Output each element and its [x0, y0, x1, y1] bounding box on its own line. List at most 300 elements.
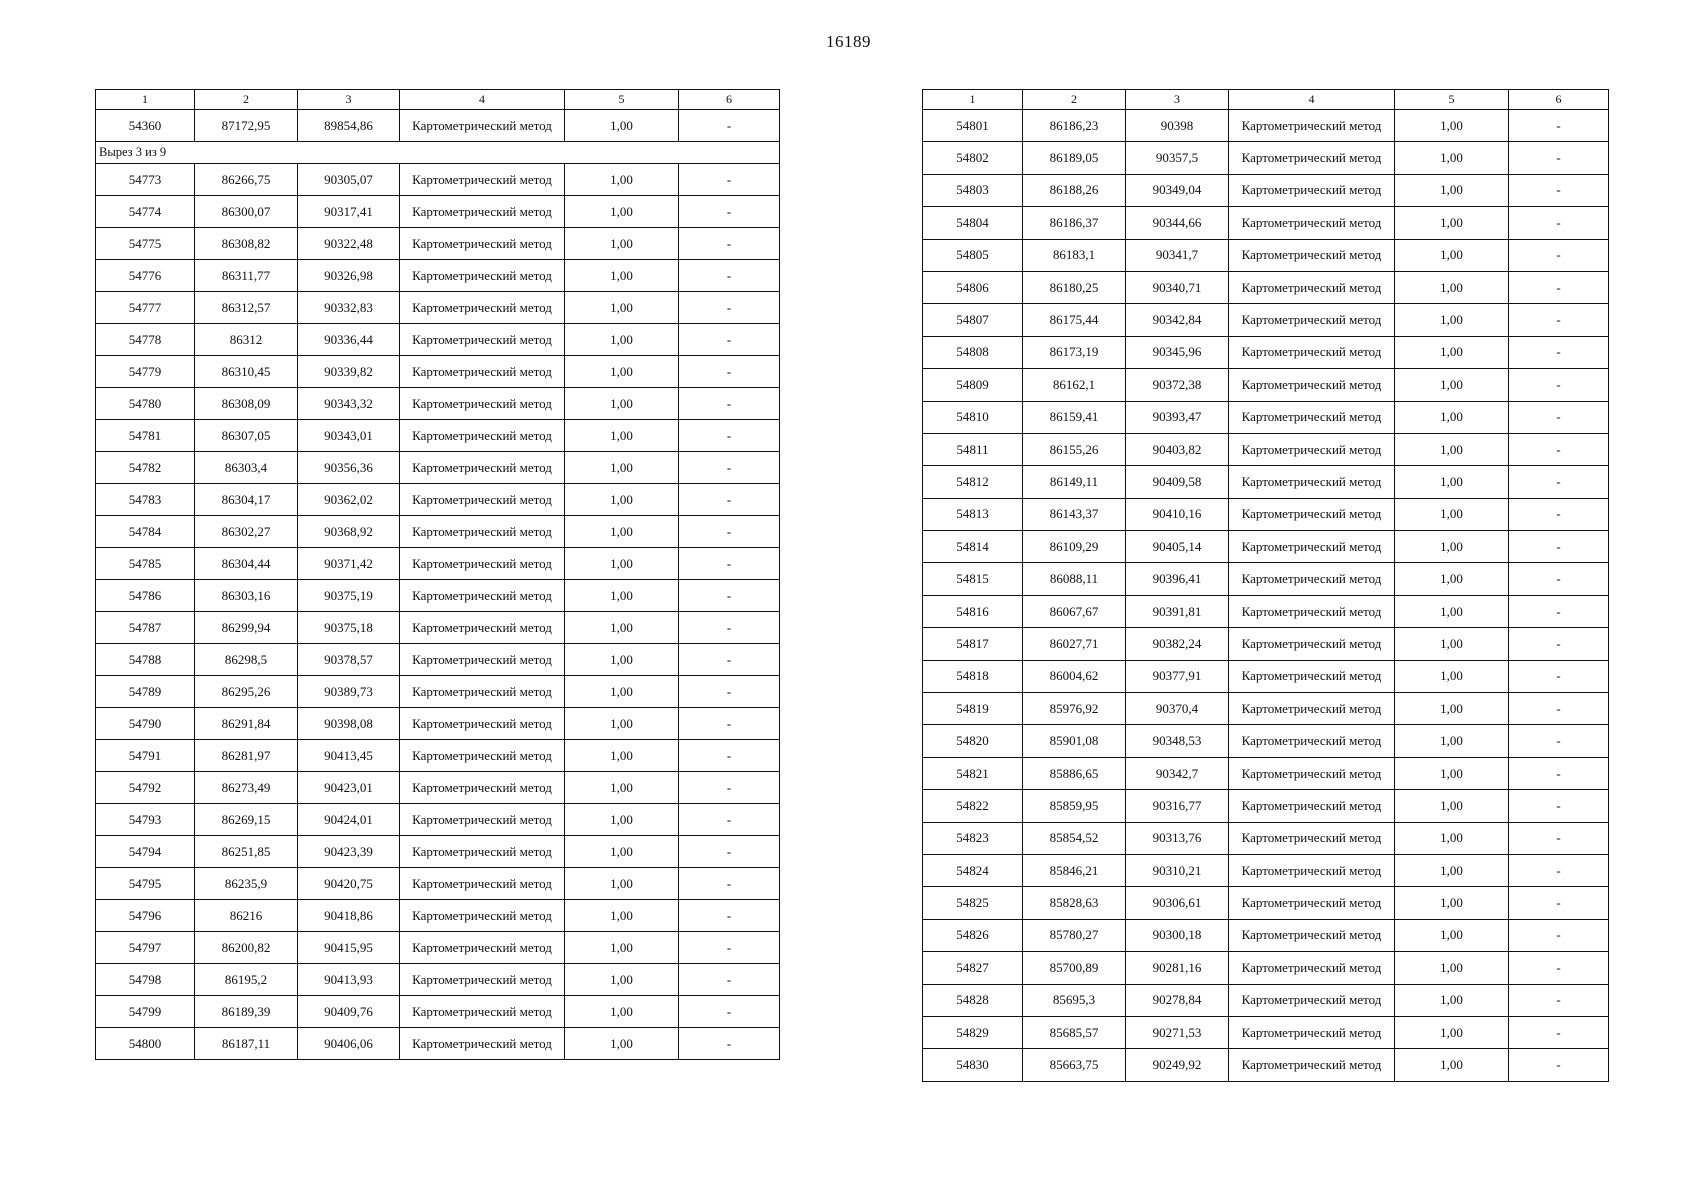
x-coordinate-cell: 86216 — [195, 900, 298, 932]
point-number-cell: 54828 — [923, 984, 1023, 1016]
table-row — [923, 336, 1609, 368]
y-coordinate-cell: 90343,32 — [298, 388, 400, 420]
point-number-cell: 54829 — [923, 1016, 1023, 1048]
method-cell: Картометрический метод — [1229, 142, 1395, 174]
x-coordinate-cell: 85846,21 — [1023, 854, 1126, 886]
precision-cell: 1,00 — [1395, 628, 1509, 660]
x-coordinate-cell: 86175,44 — [1023, 304, 1126, 336]
table-row — [96, 164, 780, 196]
point-number-cell: 54819 — [923, 693, 1023, 725]
table-row — [96, 292, 780, 324]
point-number-cell: 54824 — [923, 854, 1023, 886]
description-cell: - — [1509, 693, 1609, 725]
table-row — [96, 196, 780, 228]
precision-cell: 1,00 — [1395, 304, 1509, 336]
x-coordinate-cell: 86299,94 — [195, 612, 298, 644]
method-cell: Картометрический метод — [1229, 984, 1395, 1016]
point-number-cell: 54825 — [923, 887, 1023, 919]
table-row — [923, 595, 1609, 627]
precision-cell: 1,00 — [565, 804, 679, 836]
x-coordinate-cell: 86307,05 — [195, 420, 298, 452]
column-header-1: 1 — [96, 90, 195, 110]
method-cell: Картометрический метод — [400, 452, 565, 484]
x-coordinate-cell: 86304,17 — [195, 484, 298, 516]
precision-cell: 1,00 — [1395, 887, 1509, 919]
description-cell: - — [1509, 757, 1609, 789]
x-coordinate-cell: 85901,08 — [1023, 725, 1126, 757]
precision-cell: 1,00 — [1395, 854, 1509, 886]
point-number-cell: 54803 — [923, 174, 1023, 206]
method-cell: Картометрический метод — [1229, 466, 1395, 498]
description-cell: - — [1509, 1016, 1609, 1048]
precision-cell: 1,00 — [1395, 336, 1509, 368]
method-cell: Картометрический метод — [400, 932, 565, 964]
precision-cell: 1,00 — [565, 900, 679, 932]
description-cell: - — [679, 580, 780, 612]
x-coordinate-cell: 86186,37 — [1023, 207, 1126, 239]
precision-cell: 1,00 — [1395, 142, 1509, 174]
point-number-cell: 54796 — [96, 900, 195, 932]
x-coordinate-cell: 86189,39 — [195, 996, 298, 1028]
table-row — [96, 548, 780, 580]
method-cell: Картометрический метод — [1229, 304, 1395, 336]
table-header — [96, 90, 780, 110]
method-cell: Картометрический метод — [400, 516, 565, 548]
point-number-cell: 54774 — [96, 196, 195, 228]
point-number-cell: 54804 — [923, 207, 1023, 239]
method-cell: Картометрический метод — [400, 804, 565, 836]
x-coordinate-cell: 86308,82 — [195, 228, 298, 260]
x-coordinate-cell: 85976,92 — [1023, 693, 1126, 725]
y-coordinate-cell: 90396,41 — [1126, 563, 1229, 595]
table-row — [96, 644, 780, 676]
precision-cell: 1,00 — [1395, 725, 1509, 757]
precision-cell: 1,00 — [565, 164, 679, 196]
y-coordinate-cell: 90322,48 — [298, 228, 400, 260]
x-coordinate-cell: 86155,26 — [1023, 433, 1126, 465]
x-coordinate-cell: 86308,09 — [195, 388, 298, 420]
description-cell: - — [679, 708, 780, 740]
method-cell: Картометрический метод — [400, 740, 565, 772]
y-coordinate-cell: 90336,44 — [298, 324, 400, 356]
y-coordinate-cell: 90415,95 — [298, 932, 400, 964]
method-cell: Картометрический метод — [1229, 271, 1395, 303]
x-coordinate-cell: 86004,62 — [1023, 660, 1126, 692]
method-cell: Картометрический метод — [400, 708, 565, 740]
table-row — [96, 324, 780, 356]
point-number-cell: 54777 — [96, 292, 195, 324]
description-cell: - — [1509, 433, 1609, 465]
description-cell: - — [1509, 336, 1609, 368]
x-coordinate-cell: 86143,37 — [1023, 498, 1126, 530]
y-coordinate-cell: 90300,18 — [1126, 919, 1229, 951]
description-cell: - — [1509, 790, 1609, 822]
x-coordinate-cell: 86291,84 — [195, 708, 298, 740]
y-coordinate-cell: 90343,01 — [298, 420, 400, 452]
method-cell: Картометрический метод — [1229, 110, 1395, 142]
table-row — [923, 854, 1609, 886]
precision-cell: 1,00 — [565, 644, 679, 676]
table-row — [96, 452, 780, 484]
point-number-cell: 54360 — [96, 110, 195, 142]
precision-cell: 1,00 — [1395, 1049, 1509, 1081]
y-coordinate-cell: 90339,82 — [298, 356, 400, 388]
table-row — [96, 1028, 780, 1060]
y-coordinate-cell: 90316,77 — [1126, 790, 1229, 822]
description-cell: - — [679, 644, 780, 676]
method-cell: Картометрический метод — [1229, 498, 1395, 530]
description-cell: - — [1509, 498, 1609, 530]
x-coordinate-cell: 85695,3 — [1023, 984, 1126, 1016]
x-coordinate-cell: 86027,71 — [1023, 628, 1126, 660]
x-coordinate-cell: 86273,49 — [195, 772, 298, 804]
point-number-cell: 54802 — [923, 142, 1023, 174]
table-row — [96, 996, 780, 1028]
precision-cell: 1,00 — [565, 356, 679, 388]
description-cell: - — [679, 740, 780, 772]
table-row — [923, 1016, 1609, 1048]
method-cell: Картометрический метод — [400, 1028, 565, 1060]
method-cell: Картометрический метод — [1229, 336, 1395, 368]
x-coordinate-cell: 86189,05 — [1023, 142, 1126, 174]
description-cell: - — [679, 196, 780, 228]
precision-cell: 1,00 — [565, 292, 679, 324]
x-coordinate-cell: 86304,44 — [195, 548, 298, 580]
precision-cell: 1,00 — [1395, 563, 1509, 595]
table-row — [923, 952, 1609, 984]
point-number-cell: 54779 — [96, 356, 195, 388]
precision-cell: 1,00 — [565, 228, 679, 260]
precision-cell: 1,00 — [565, 1028, 679, 1060]
point-number-cell: 54818 — [923, 660, 1023, 692]
method-cell: Картометрический метод — [1229, 725, 1395, 757]
x-coordinate-cell: 86303,4 — [195, 452, 298, 484]
precision-cell: 1,00 — [565, 772, 679, 804]
method-cell: Картометрический метод — [400, 644, 565, 676]
description-cell: - — [679, 452, 780, 484]
y-coordinate-cell: 90356,36 — [298, 452, 400, 484]
precision-cell: 1,00 — [1395, 433, 1509, 465]
precision-cell: 1,00 — [1395, 822, 1509, 854]
point-number-cell: 54808 — [923, 336, 1023, 368]
description-cell: - — [1509, 952, 1609, 984]
column-header-1: 1 — [923, 90, 1023, 110]
x-coordinate-cell: 85700,89 — [1023, 952, 1126, 984]
column-header-2: 2 — [1023, 90, 1126, 110]
description-cell: - — [1509, 174, 1609, 206]
y-coordinate-cell: 90371,42 — [298, 548, 400, 580]
y-coordinate-cell: 90357,5 — [1126, 142, 1229, 174]
y-coordinate-cell: 90424,01 — [298, 804, 400, 836]
x-coordinate-cell: 86200,82 — [195, 932, 298, 964]
point-number-cell: 54798 — [96, 964, 195, 996]
method-cell: Картометрический метод — [1229, 401, 1395, 433]
description-cell: - — [679, 110, 780, 142]
precision-cell: 1,00 — [1395, 984, 1509, 1016]
table-row — [923, 174, 1609, 206]
table-row — [923, 110, 1609, 142]
table-row — [96, 260, 780, 292]
y-coordinate-cell: 90389,73 — [298, 676, 400, 708]
y-coordinate-cell: 90278,84 — [1126, 984, 1229, 1016]
y-coordinate-cell: 90377,91 — [1126, 660, 1229, 692]
method-cell: Картометрический метод — [400, 548, 565, 580]
point-number-cell: 54788 — [96, 644, 195, 676]
y-coordinate-cell: 90305,07 — [298, 164, 400, 196]
table-row — [96, 356, 780, 388]
method-cell: Картометрический метод — [1229, 854, 1395, 886]
column-header-5: 5 — [565, 90, 679, 110]
column-header-4: 4 — [400, 90, 565, 110]
point-number-cell: 54797 — [96, 932, 195, 964]
method-cell: Картометрический метод — [400, 868, 565, 900]
description-cell: - — [679, 964, 780, 996]
description-cell: - — [1509, 369, 1609, 401]
precision-cell: 1,00 — [1395, 239, 1509, 271]
precision-cell: 1,00 — [565, 388, 679, 420]
y-coordinate-cell: 90413,45 — [298, 740, 400, 772]
description-cell: - — [1509, 271, 1609, 303]
description-cell: - — [1509, 595, 1609, 627]
precision-cell: 1,00 — [1395, 1016, 1509, 1048]
precision-cell: 1,00 — [1395, 207, 1509, 239]
x-coordinate-cell: 86281,97 — [195, 740, 298, 772]
point-number-cell: 54823 — [923, 822, 1023, 854]
x-coordinate-cell: 85859,95 — [1023, 790, 1126, 822]
y-coordinate-cell: 89854,86 — [298, 110, 400, 142]
precision-cell: 1,00 — [565, 964, 679, 996]
y-coordinate-cell: 90375,19 — [298, 580, 400, 612]
table-row — [923, 207, 1609, 239]
method-cell: Картометрический метод — [1229, 531, 1395, 563]
y-coordinate-cell: 90406,06 — [298, 1028, 400, 1060]
description-cell: - — [679, 900, 780, 932]
description-cell: - — [1509, 207, 1609, 239]
table-row — [923, 984, 1609, 1016]
description-cell: - — [1509, 822, 1609, 854]
precision-cell: 1,00 — [565, 932, 679, 964]
table-row — [923, 563, 1609, 595]
x-coordinate-cell: 86162,1 — [1023, 369, 1126, 401]
y-coordinate-cell: 90372,38 — [1126, 369, 1229, 401]
method-cell: Картометрический метод — [400, 420, 565, 452]
description-cell: - — [1509, 919, 1609, 951]
x-coordinate-cell: 86159,41 — [1023, 401, 1126, 433]
x-coordinate-cell: 85828,63 — [1023, 887, 1126, 919]
x-coordinate-cell: 86188,26 — [1023, 174, 1126, 206]
x-coordinate-cell: 86295,26 — [195, 676, 298, 708]
description-cell: - — [679, 292, 780, 324]
table-row — [923, 790, 1609, 822]
method-cell: Картометрический метод — [1229, 952, 1395, 984]
method-cell: Картометрический метод — [400, 356, 565, 388]
column-header-5: 5 — [1395, 90, 1509, 110]
point-number-cell: 54776 — [96, 260, 195, 292]
precision-cell: 1,00 — [565, 580, 679, 612]
method-cell: Картометрический метод — [1229, 660, 1395, 692]
table-row — [923, 239, 1609, 271]
table-row — [923, 693, 1609, 725]
description-cell: - — [1509, 660, 1609, 692]
y-coordinate-cell: 90398 — [1126, 110, 1229, 142]
table-row — [923, 1049, 1609, 1081]
precision-cell: 1,00 — [1395, 919, 1509, 951]
y-coordinate-cell: 90332,83 — [298, 292, 400, 324]
precision-cell: 1,00 — [1395, 466, 1509, 498]
point-number-cell: 54813 — [923, 498, 1023, 530]
y-coordinate-cell: 90375,18 — [298, 612, 400, 644]
description-cell: - — [679, 388, 780, 420]
point-number-cell: 54805 — [923, 239, 1023, 271]
x-coordinate-cell: 85854,52 — [1023, 822, 1126, 854]
precision-cell: 1,00 — [565, 484, 679, 516]
table-row — [923, 660, 1609, 692]
description-cell: - — [679, 228, 780, 260]
description-cell: - — [1509, 401, 1609, 433]
x-coordinate-cell: 86310,45 — [195, 356, 298, 388]
table-row — [923, 498, 1609, 530]
precision-cell: 1,00 — [565, 452, 679, 484]
method-cell: Картометрический метод — [1229, 1049, 1395, 1081]
point-number-cell: 54793 — [96, 804, 195, 836]
x-coordinate-cell: 86269,15 — [195, 804, 298, 836]
precision-cell: 1,00 — [1395, 693, 1509, 725]
table-row — [96, 580, 780, 612]
y-coordinate-cell: 90409,58 — [1126, 466, 1229, 498]
point-number-cell: 54801 — [923, 110, 1023, 142]
y-coordinate-cell: 90342,84 — [1126, 304, 1229, 336]
description-cell: - — [1509, 1049, 1609, 1081]
point-number-cell: 54791 — [96, 740, 195, 772]
y-coordinate-cell: 90420,75 — [298, 868, 400, 900]
point-number-cell: 54814 — [923, 531, 1023, 563]
method-cell: Картометрический метод — [1229, 628, 1395, 660]
y-coordinate-cell: 90409,76 — [298, 996, 400, 1028]
point-number-cell: 54800 — [96, 1028, 195, 1060]
x-coordinate-cell: 85780,27 — [1023, 919, 1126, 951]
precision-cell: 1,00 — [565, 740, 679, 772]
point-number-cell: 54786 — [96, 580, 195, 612]
method-cell: Картометрический метод — [400, 110, 565, 142]
y-coordinate-cell: 90344,66 — [1126, 207, 1229, 239]
column-header-3: 3 — [298, 90, 400, 110]
table-row — [96, 740, 780, 772]
point-number-cell: 54821 — [923, 757, 1023, 789]
x-coordinate-cell: 86173,19 — [1023, 336, 1126, 368]
table-row — [96, 484, 780, 516]
method-cell: Картометрический метод — [1229, 790, 1395, 822]
y-coordinate-cell: 90403,82 — [1126, 433, 1229, 465]
point-number-cell: 54783 — [96, 484, 195, 516]
method-cell: Картометрический метод — [400, 388, 565, 420]
page-number: 16189 — [826, 32, 871, 51]
method-cell: Картометрический метод — [1229, 207, 1395, 239]
table-row — [923, 887, 1609, 919]
method-cell: Картометрический метод — [400, 580, 565, 612]
table-row — [96, 708, 780, 740]
coordinates-table-left — [95, 89, 780, 1060]
precision-cell: 1,00 — [565, 548, 679, 580]
method-cell: Картометрический метод — [1229, 757, 1395, 789]
table-row — [96, 388, 780, 420]
x-coordinate-cell: 87172,95 — [195, 110, 298, 142]
x-coordinate-cell: 86312 — [195, 324, 298, 356]
x-coordinate-cell: 85663,75 — [1023, 1049, 1126, 1081]
table-row — [923, 822, 1609, 854]
column-header-2: 2 — [195, 90, 298, 110]
x-coordinate-cell: 86311,77 — [195, 260, 298, 292]
section-title: Вырез 3 из 9 — [96, 142, 780, 164]
point-number-cell: 54780 — [96, 388, 195, 420]
method-cell: Картометрический метод — [400, 260, 565, 292]
y-coordinate-cell: 90349,04 — [1126, 174, 1229, 206]
description-cell: - — [679, 484, 780, 516]
description-cell: - — [679, 1028, 780, 1060]
description-cell: - — [1509, 984, 1609, 1016]
table-row — [923, 271, 1609, 303]
method-cell: Картометрический метод — [400, 964, 565, 996]
method-cell: Картометрический метод — [400, 676, 565, 708]
method-cell: Картометрический метод — [1229, 1016, 1395, 1048]
precision-cell: 1,00 — [1395, 757, 1509, 789]
table-row — [96, 868, 780, 900]
x-coordinate-cell: 86266,75 — [195, 164, 298, 196]
y-coordinate-cell: 90271,53 — [1126, 1016, 1229, 1048]
column-header-4: 4 — [1229, 90, 1395, 110]
precision-cell: 1,00 — [565, 996, 679, 1028]
table-row — [96, 836, 780, 868]
point-number-cell: 54815 — [923, 563, 1023, 595]
precision-cell: 1,00 — [565, 110, 679, 142]
y-coordinate-cell: 90378,57 — [298, 644, 400, 676]
table-row — [923, 757, 1609, 789]
table-row — [96, 420, 780, 452]
description-cell: - — [679, 804, 780, 836]
table-row — [96, 900, 780, 932]
y-coordinate-cell: 90313,76 — [1126, 822, 1229, 854]
y-coordinate-cell: 90410,16 — [1126, 498, 1229, 530]
point-number-cell: 54781 — [96, 420, 195, 452]
description-cell: - — [1509, 304, 1609, 336]
description-cell: - — [1509, 563, 1609, 595]
point-number-cell: 54810 — [923, 401, 1023, 433]
y-coordinate-cell: 90306,61 — [1126, 887, 1229, 919]
precision-cell: 1,00 — [565, 420, 679, 452]
point-number-cell: 54789 — [96, 676, 195, 708]
table-row — [923, 531, 1609, 563]
precision-cell: 1,00 — [1395, 174, 1509, 206]
y-coordinate-cell: 90281,16 — [1126, 952, 1229, 984]
point-number-cell: 54812 — [923, 466, 1023, 498]
method-cell: Картометрический метод — [1229, 174, 1395, 206]
y-coordinate-cell: 90340,71 — [1126, 271, 1229, 303]
table-row — [923, 466, 1609, 498]
y-coordinate-cell: 90342,7 — [1126, 757, 1229, 789]
table-row — [923, 725, 1609, 757]
description-cell: - — [1509, 725, 1609, 757]
x-coordinate-cell: 86195,2 — [195, 964, 298, 996]
point-number-cell: 54787 — [96, 612, 195, 644]
point-number-cell: 54782 — [96, 452, 195, 484]
point-number-cell: 54826 — [923, 919, 1023, 951]
method-cell: Картометрический метод — [1229, 919, 1395, 951]
table-row — [96, 110, 780, 142]
description-cell: - — [1509, 887, 1609, 919]
x-coordinate-cell: 86088,11 — [1023, 563, 1126, 595]
x-coordinate-cell: 86251,85 — [195, 836, 298, 868]
method-cell: Картометрический метод — [400, 836, 565, 868]
coordinates-table-right — [922, 89, 1609, 1082]
